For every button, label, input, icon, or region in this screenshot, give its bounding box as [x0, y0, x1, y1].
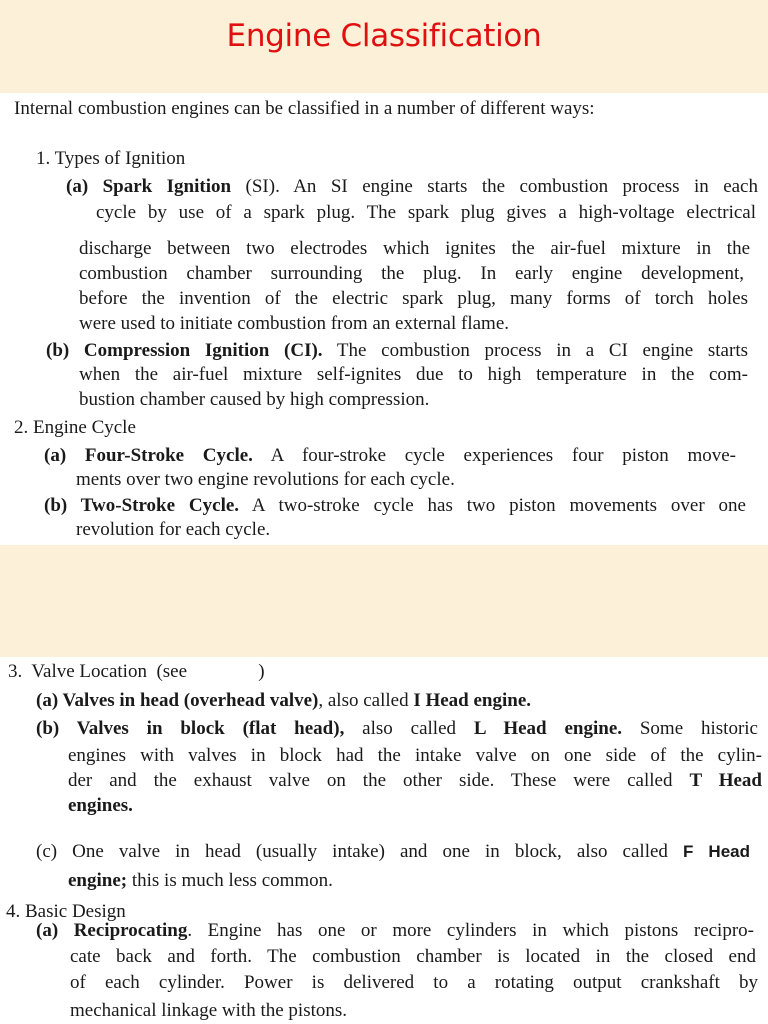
s2a-line-1: [44, 445, 736, 467]
s3b-bold-mid: L Head engine.: [473, 718, 622, 739]
section-2-heading: 2. Engine Cycle: [14, 417, 136, 438]
section-1-heading: 1. Types of Ignition: [36, 148, 186, 169]
s4a-line-2: cate back and forth. The combustion chamber is located in the closed end: [70, 946, 756, 967]
s2a-line-2: ments over two engine revolutions for each cycle.: [76, 469, 455, 490]
s3b-label: (b) Valves in block (flat head),: [36, 718, 345, 739]
s1a-line-3: discharge between two electrodes which ignites the air-fuel mixture in the: [79, 238, 750, 259]
s3c-bold-1: F Head: [682, 842, 750, 861]
s2a-label: (a) Four-Stroke Cycle.: [44, 445, 253, 466]
s3b-tail: Some historic: [622, 718, 758, 739]
s1a-text-1: (SI). An SI engine starts the combustion process in each: [245, 176, 758, 197]
s3b-line-1: [36, 718, 758, 740]
s3c-line-1: [36, 841, 750, 863]
s1a-line-4: combustion chamber surrounding the plug. In early engine development,: [79, 263, 744, 284]
s3a-text: , also called: [318, 690, 414, 711]
s1b-line-3: bustion chamber caused by high compression.: [79, 389, 430, 410]
intro-text: Internal combustion engines can be classified in a number of different ways:: [14, 98, 595, 119]
section-3-heading: 3. Valve Location (see ): [8, 661, 265, 682]
s4a-line-4: mechanical linkage with the pistons.: [70, 1000, 348, 1021]
s3c-bold-2: engine;: [68, 870, 128, 891]
s2b-line-1: [44, 495, 746, 517]
s3b-line-3: [68, 770, 762, 792]
s1b-text-1: The combustion process in a CI engine starts: [336, 340, 748, 361]
s3a-label: (a) Valves in head (overhead valve): [36, 690, 319, 711]
s3a-bold-end: I Head engine.: [413, 690, 532, 711]
s1b-line-1: [46, 340, 748, 362]
s4a-label: (a) Reciprocating: [36, 920, 188, 941]
section-4-heading: 4. Basic Design: [6, 901, 126, 922]
s2a-text-1: A four-stroke cycle experiences four piston move-: [270, 445, 736, 466]
s1a-line-1: [66, 176, 758, 198]
s3c-text-2: this is much less common.: [127, 870, 333, 891]
s4a-line-3: of each cylinder. Power is delivered to a rotating output crankshaft by: [70, 972, 758, 993]
s3b-bold-3: T Head: [689, 770, 762, 791]
s3b-text-3: der and the exhaust valve on the other side. These were called: [68, 770, 690, 791]
s2b-label: (b) Two-Stroke Cycle.: [44, 495, 240, 516]
s3c-text-1: (c) One valve in head (usually intake) and one in block, also called: [36, 841, 683, 862]
s3b-mid: also called: [344, 718, 474, 739]
s2b-text-1: A two-stroke cycle has two piston movements over one: [251, 495, 746, 516]
blank-band: [0, 545, 768, 657]
s1b-label: (b) Compression Ignition (CI).: [46, 340, 323, 361]
s2b-line-2: revolution for each cycle.: [76, 519, 271, 540]
s1b-line-2: when the air-fuel mixture self-ignites due to high temperature in the com-: [79, 364, 748, 385]
s1a-line-2: cycle by use of a spark plug. The spark plug gives a high-voltage electrical: [96, 202, 756, 223]
s3b-line-2: engines with valves in block had the intake valve on one side of the cylin-: [68, 745, 762, 766]
s1a-line-5: before the invention of the electric spark plug, many forms of torch holes: [79, 288, 748, 309]
s3c-line-2: [68, 870, 333, 892]
s1a-line-6: were used to initiate combustion from an external flame.: [79, 313, 509, 334]
s3a-line-1: [36, 690, 531, 712]
s3b-line-4: engines.: [68, 795, 133, 816]
page-title: Engine Classification: [226, 18, 542, 54]
s4a-text-1: . Engine has one or more cylinders in which pistons recipro-: [187, 920, 754, 941]
s1a-label: (a) Spark Ignition: [66, 176, 232, 197]
s4a-line-1: [36, 920, 754, 942]
